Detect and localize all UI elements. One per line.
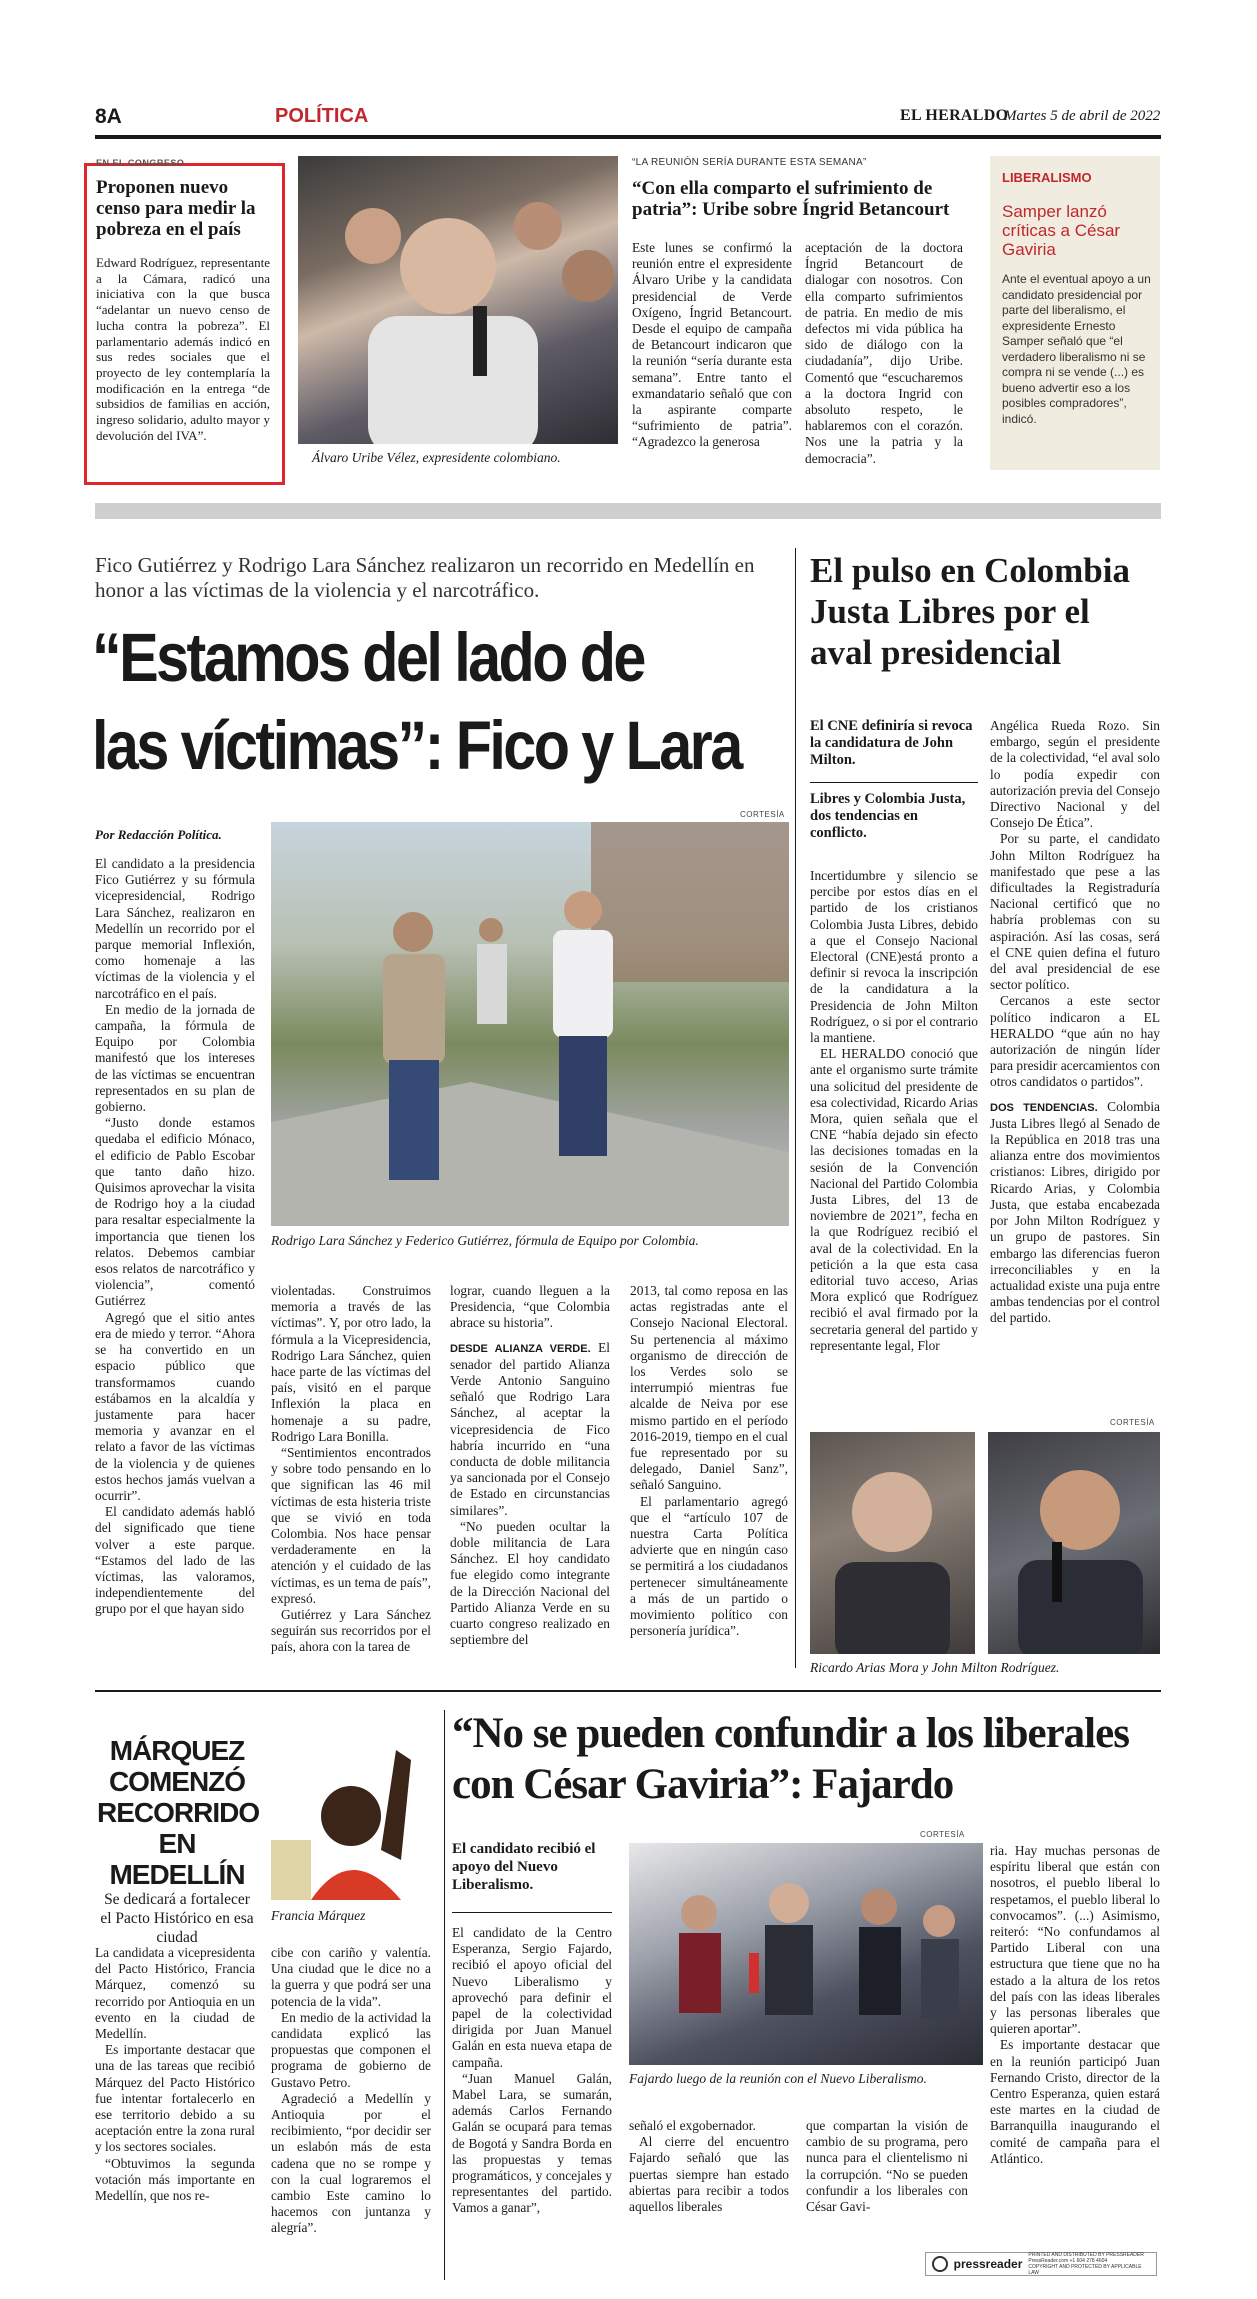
justa-col2-p1: Angélica Rueda Rozo. Sin embargo, según el presidente de la colectividad, “el aval solo lo podía expedir con autorización previa del Consejo Directivo Nacional y del Consejo De Ética”. xyxy=(990,718,1160,831)
section-divider xyxy=(95,503,1161,519)
marquez-col1-p3: “Obtuvimos la segunda votación más importante en Medellín, que nos re- xyxy=(95,2155,255,2204)
uribe-col1: Este lunes se confirmó la reunión entre el expresidente Álvaro Uribe y la candidata presidencial de Verde Oxígeno, Íngrid Betancourt. Desde el equipo de campaña de Betancourt indicaron que la reunión “sería durante esta semana”. Entre tanto el exmandatario señaló que con la aspirante comparte “sufrimiento de patria”. “Agradezco la generosa xyxy=(632,240,792,450)
marquez-col2 xyxy=(271,1945,431,2237)
liberalismo-title: Samper lanzó críticas a César Gaviria xyxy=(1002,202,1121,259)
marquez-headline: MÁRQUEZ COMENZÓ RECORRIDO EN MEDELLÍN xyxy=(97,1735,260,1890)
fajardo-col1-p2: “Juan Manuel Galán, Mabel Lara, se sumarán, además Carlos Fernando Galán se ocupará para temas de Bogotá y Sandra Borda en las propuestas y temas programáticos, y concejales y representantes del partido. Vamos a ganar”, xyxy=(452,2070,612,2216)
marquez-col1-p1: La candidata a vicepresidenta del Pacto Histórico, Francia Márquez, comenzó su recorrido por Antioquia en un evento en la ciudad de Medellín. xyxy=(95,1945,255,2042)
arias-photo xyxy=(810,1432,975,1654)
justa-photo-caption: Ricardo Arias Mora y John Milton Rodríguez. xyxy=(810,1660,1060,1675)
marquez-deck: Se dedicará a fortalecer el Pacto Histórico en esa ciudad xyxy=(100,1891,254,1946)
rodriguez-figure xyxy=(988,1432,1160,1654)
fajardo-col1 xyxy=(452,1925,612,2217)
fajardo-col3-p1: que compartan la visión de cambio de su programa, pero nunca para el clientelismo ni la corrupción. “No se pueden confundir a los liberales con César Gavi- xyxy=(806,2118,968,2215)
main-col1-p4: Agregó que el sitio antes era de miedo y terror. “Ahora se ha convertido en un espacio público que transformamos cuando estábamos en la alcaldía y justamente para hacer memoria y avanzar en el relato a favor de las víctimas de la violencia y de quienes estos hechos jamás vuelvan a ocurrir”. xyxy=(95,1309,255,1503)
uribe-caption: Álvaro Uribe Vélez, expresidente colombiano. xyxy=(312,450,561,465)
main-byline: Por Redacción Política. xyxy=(95,827,222,842)
main-headline-line2: las víctimas”: Fico y Lara xyxy=(92,707,741,784)
main-col3-p2 xyxy=(450,1340,610,1519)
justa-col1 xyxy=(810,868,978,1354)
section-name: POLÍTICA xyxy=(275,105,369,127)
marquez-col1 xyxy=(95,1945,255,2204)
marquez-vertical-rule xyxy=(444,1710,445,2280)
fajardo-sub-rule xyxy=(452,1912,612,1913)
uribe-title: “Con ella comparto el sufrimiento de patria”: Uribe sobre Íngrid Betancourt xyxy=(632,178,950,220)
main-photo-credit: CORTESÍA xyxy=(740,810,785,819)
fajardo-photo-credit: CORTESÍA xyxy=(920,1830,965,1839)
main-col4-p2: El parlamentario agregó que el “artículo 107 de nuestra Carta Política advierte que en ningún caso se permitirá a los ciudadanos pertenecer simultáneamente a más de un partido o movimiento político con personería jurídica”. xyxy=(630,1493,788,1639)
fajardo-col4-p2: Es importante destacar que en la reunión participó Juan Fernando Cristo, director de la Centro Esperanza, quien estará este martes en la ciudad de Barranquilla inaugurando el comité de campaña para el Atlántico. xyxy=(990,2037,1160,2166)
marquez-caption: Francia Márquez xyxy=(271,1908,366,1923)
marquez-col1-p2: Es importante destacar que una de las tareas que recibió Márquez del Pacto Histórico fue intentar fortalecerlo en ese territorio debido a su aceptación entre la zona rural y los sectores sociales. xyxy=(95,2042,255,2155)
brief-body: Edward Rodríguez, representante a la Cámara, radicó una iniciativa con la que busca “adelantar un nuevo censo de lucha contra la pobreza”. El parlamentario además indicó en sus redes sociales que el proyecto de ley contemplaría la modificación en la entrega “de subsidios de familias en acción, ingreso solidario, adulto mayor y devolución del IVA”. xyxy=(96,255,270,443)
justa-headline: El pulso en Colombia Justa Libres por el aval presidencial xyxy=(810,551,1130,672)
pressreader-icon xyxy=(932,2256,948,2272)
main-col3-p2-text: El senador del partido Alianza Verde Antonio Sanguino señaló que Rodrigo Lara Sánchez, al aceptar la vicepresidencia de Fico habría incurrido en “una conducta de doble militancia ya sancionada por el Consejo de Estado en circunstancias similares”. xyxy=(450,1339,610,1518)
brief-kicker: EN EL CONGRESO xyxy=(96,158,185,168)
fajardo-figures xyxy=(629,1843,983,2065)
fajardo-col4 xyxy=(990,1843,1160,2167)
main-col3 xyxy=(450,1283,610,1648)
main-col3-lead: DESDE ALIANZA VERDE. xyxy=(450,1342,591,1355)
main-col2-p1: violentadas. Construimos memoria a través de las víctimas”. Y, por otro lado, la fórmula a la Vicepresidencia, Rodrigo Lara Sánchez, quien hace parte de las víctimas del país, visitó en el parque Inflexión la placa en homenaje a su padre, Rodrigo Lara Bonilla. xyxy=(271,1283,431,1444)
justa-col2-p4 xyxy=(990,1099,1160,1327)
pressreader-fineprint xyxy=(1028,2252,1150,2276)
main-photo-caption: Rodrigo Lara Sánchez y Federico Gutiérrez, fórmula de Equipo por Colombia. xyxy=(271,1233,699,1248)
issue-date: Martes 5 de abril de 2022 xyxy=(1004,108,1161,124)
fajardo-photo-caption: Fajardo luego de la reunión con el Nuevo Liberalismo. xyxy=(629,2071,927,2086)
uribe-col2: aceptación de la doctora Íngrid Betancourt de dialogar con nosotros. Con ella comparto sufrimientos de patria. En medio de mis defectos mi vida pública ha sido de diálogo con la ciudadanía”, dijo Uribe. Comentó que “escucharemos a la doctora Ingrid con absoluto respeto, le hablaremos con el corazón. Nos une la patria y la democracia”. xyxy=(805,240,963,466)
main-col3-p1: lograr, cuando lleguen a la Presidencia, “que Colombia abrace su historia”. xyxy=(450,1283,610,1331)
fajardo-col2 xyxy=(629,2118,789,2215)
marquez-col2-p1: cibe con cariño y valentía. Una ciudad que le dice no a la guerra y que podrá ser una potencia de la vida”. xyxy=(271,1945,431,2009)
rodriguez-photo xyxy=(988,1432,1160,1654)
main-col1 xyxy=(95,856,255,1618)
paper-name: EL HERALDO xyxy=(900,107,1009,124)
main-col1-p1: El candidato a la presidencia Fico Gutiérrez y su fórmula vicepresidencial, Rodrigo Lara Sánchez, realizaron en Medellín un recorrido por el parque memorial Inflexión, como homenaje a las víctimas de la violencia y el narcotráfico en el país. xyxy=(95,856,255,1001)
main-photo-figures xyxy=(271,822,789,1226)
fine-line-3: COPYRIGHT AND PROTECTED BY APPLICABLE LAW xyxy=(1028,2264,1142,2276)
fajardo-col2-p1: señaló el exgobernador. xyxy=(629,2118,756,2133)
bottom-section-rule xyxy=(95,1690,1161,1692)
justa-col2-p2: Por su parte, el candidato John Milton Rodríguez ha manifestado que pese a las dificultades la Registraduría Nacional certificó que no habría problemas con su aspiración. Así las cosas, será el CNE quien defina el futuro del aval presidencial de ese sector político. xyxy=(990,831,1160,993)
justa-col1-p2: EL HERALDO conoció que ante el organismo surte trámite una solicitud del presidente de esa colectividad, Ricardo Arias Mora, quien señala que el CNE “había dejado sin efecto las decisiones tomadas en la sesión de la Convención Nacional del Partido Colombia Justa Libres, del 13 de noviembre de 2021”, fecha en la que Rodríguez recibió el aval de la colectividad. En la petición a la que esta casa editorial tuvo acceso, Arias Mora explicó que Rodríguez recibió el aval firmado por la secretaria general del partido y representante legal, Flor xyxy=(810,1046,978,1353)
fajardo-headline: “No se pueden confundir a los liberales con César Gaviria”: Fajardo xyxy=(452,1710,1129,1808)
marquez-col2-p2: En medio de la actividad la candidata explicó las propuestas que componen el programa de gobierno de Gustavo Petro. xyxy=(271,2009,431,2090)
justa-sub1: El CNE definiría si revoca la candidatura de John Milton. xyxy=(810,718,973,768)
justa-col1-p1: Incertidumbre y silencio se percibe por estos días en el partido de los cristianos Colombia Justa Libres, debido a que el Consejo Nacional Electoral (CNE)está pronto a definir si revoca la inscripción de la candidatura a la Presidencia de John Milton Rodríguez, o si por el contrario la mantiene. xyxy=(810,868,978,1046)
main-col4 xyxy=(630,1283,788,1639)
fajardo-col4-p1: ria. Hay muchas personas de espíritu liberal que están con nosotros, el pueblo liberal lo respetamos, el pueblo liberal lo convocamos”. (...) Asimismo, reiteró: “No confundamos al Partido Liberal con una estructura que tiene que no ha estado a la altura de los retos del país con las ideas liberales y las personas liberales que quieren aportar”. xyxy=(990,1843,1160,2037)
page-number: 8A xyxy=(95,105,122,128)
uribe-kicker: “LA REUNIÓN SERÍA DURANTE ESTA SEMANA” xyxy=(632,157,867,168)
vertical-rule xyxy=(795,548,796,1668)
marquez-photo xyxy=(271,1720,436,1900)
uribe-photo xyxy=(298,156,618,444)
main-col3-p4: “No pueden ocultar la doble militancia de Lara Sánchez. El hoy candidato fue elegido como integrante de la Dirección Nacional del Partido Alianza Verde en su cuarto congreso realizado en septiembre del xyxy=(450,1518,610,1648)
main-col2 xyxy=(271,1283,431,1656)
main-photo xyxy=(271,822,789,1226)
justa-col2-p3: Cercanos a este sector político indicaron a EL HERALDO “que aún no hay autorización de ningún líder para presidir acercamientos con otros candidatos o partidos”. xyxy=(990,993,1160,1090)
fajardo-sub: El candidato recibió el apoyo del Nuevo Liberalismo. xyxy=(452,1841,596,1893)
arias-figure xyxy=(810,1432,975,1654)
main-deck: Fico Gutiérrez y Rodrigo Lara Sánchez realizaron un recorrido en Medellín en honor a las víctimas de la violencia y el narcotráfico. xyxy=(95,553,755,602)
justa-photo-credit: CORTESÍA xyxy=(1110,1418,1155,1427)
main-col1-p3: “Justo donde estamos quedaba el edificio Mónaco, el edificio de Pablo Escobar que tanto daño hizo. Quisimos aprovechar la visita de Rodrigo hoy a la ciudad para resaltar especialmente la importancia que tienen los relatos. Debemos cambiar esos relatos de narcotráfico y violencia”, comentó Gutiérrez xyxy=(95,1115,255,1309)
fajardo-col1-p1: El candidato de la Centro Esperanza, Sergio Fajardo, recibió el apoyo oficial del Nuevo Liberalismo y aprovechó para definir el papel de la colectividad dirigida por Juan Manuel Galán en esta nueva etapa de campaña. xyxy=(452,1925,612,2070)
fine-line-1: PRINTED AND DISTRIBUTED BY PRESSREADER xyxy=(1028,2252,1144,2258)
brief-title: Proponen nuevo censo para medir la pobreza en el país xyxy=(96,177,256,240)
fajardo-col2-p2: Al cierre del encuentro Fajardo señaló que las puertas siempre han estado abiertas para recibir a todos aquellos liberales xyxy=(629,2134,789,2215)
liberalismo-body: Ante el eventual apoyo a un candidato presidencial por parte del liberalismo, el expresidente Ernesto Samper señaló que “el verdadero liberalismo ni se compra ni se vende (...) es bueno advertir eso a los posibles compradores”, indicó. xyxy=(1002,272,1151,426)
justa-col2 xyxy=(990,718,1160,1327)
justa-col2-lead: DOS TENDENCIAS. xyxy=(990,1101,1098,1114)
main-headline-line1: “Estamos del lado de xyxy=(92,619,644,696)
main-col1-p2: En medio de la jornada de campaña, la fórmula de Equipo por Colombia manifestó que los intereses de las víctimas se encuentran representados en su plan de gobierno. xyxy=(95,1001,255,1115)
justa-sub2: Libres y Colombia Justa, dos tendencias en conflicto. xyxy=(810,791,966,841)
uribe-figure xyxy=(298,156,618,444)
main-col4-p1: 2013, tal como reposa en las actas registradas ante el Consejo Nacional Electoral. Su pertenencia al máximo organismo de dirección de los Verdes solo se interrumpió mientras fue alcalde de Neiva por ese mismo partido en el período 2016-2019, tiempo en el cual fue representado por su delegado, Daniel Sanz”, señaló Sanguino. xyxy=(630,1283,788,1493)
fine-line-2: PressReader.com +1 604 278 4604 xyxy=(1028,2258,1108,2264)
justa-col2-p4-text: Colombia Justa Libres llegó al Senado de la República en 2018 tras una alianza entre dos movimientos cristianos: Libres, dirigido por Ricardo Arias, y Colombia Justa, que estaba encabezada por John Milton Rodríguez y un grupo de pastores. Sin embargo las diferencias fueron irreconciliables y en la actualidad existe una puja entre ambas tendencias por el control del partido. xyxy=(990,1098,1160,1326)
header-rule xyxy=(95,135,1161,139)
fajardo-photo xyxy=(629,1843,983,2065)
justa-sub-rule xyxy=(810,782,978,783)
pressreader-brand: pressreader xyxy=(953,2257,1023,2271)
marquez-col2-p3: Agradeció a Medellín y Antioquia por el recibimiento, “por decidir ser un eslabón más de esta cadena que no se rompe y con la cual lograremos el cambio Este camino lo hacemos con juntanza y alegría”. xyxy=(271,2090,431,2236)
fajardo-col3 xyxy=(806,2118,968,2215)
main-col2-p3: Gutiérrez y Lara Sánchez seguirán sus recorridos por el país, ahora con la tarea de xyxy=(271,1607,431,1655)
marquez-figure xyxy=(271,1720,436,1900)
pressreader-badge xyxy=(925,2252,1157,2276)
liberalismo-kicker: LIBERALISMO xyxy=(1002,170,1092,185)
main-col2-p2: “Sentimientos encontrados y sobre todo pensando en lo que significan las 46 mil víctimas de esta histeria triste que se vivió en toda Colombia. Nos hace pensar verdaderamente en la atención y el cuidado de las víctimas, es un tema de país”, expresó. xyxy=(271,1445,431,1606)
main-col1-p5: El candidato además habló del significado que tiene volver a este parque. “Estamos del lado de las víctimas, las valoramos, independientemente del grupo por el que hayan sido xyxy=(95,1504,255,1617)
